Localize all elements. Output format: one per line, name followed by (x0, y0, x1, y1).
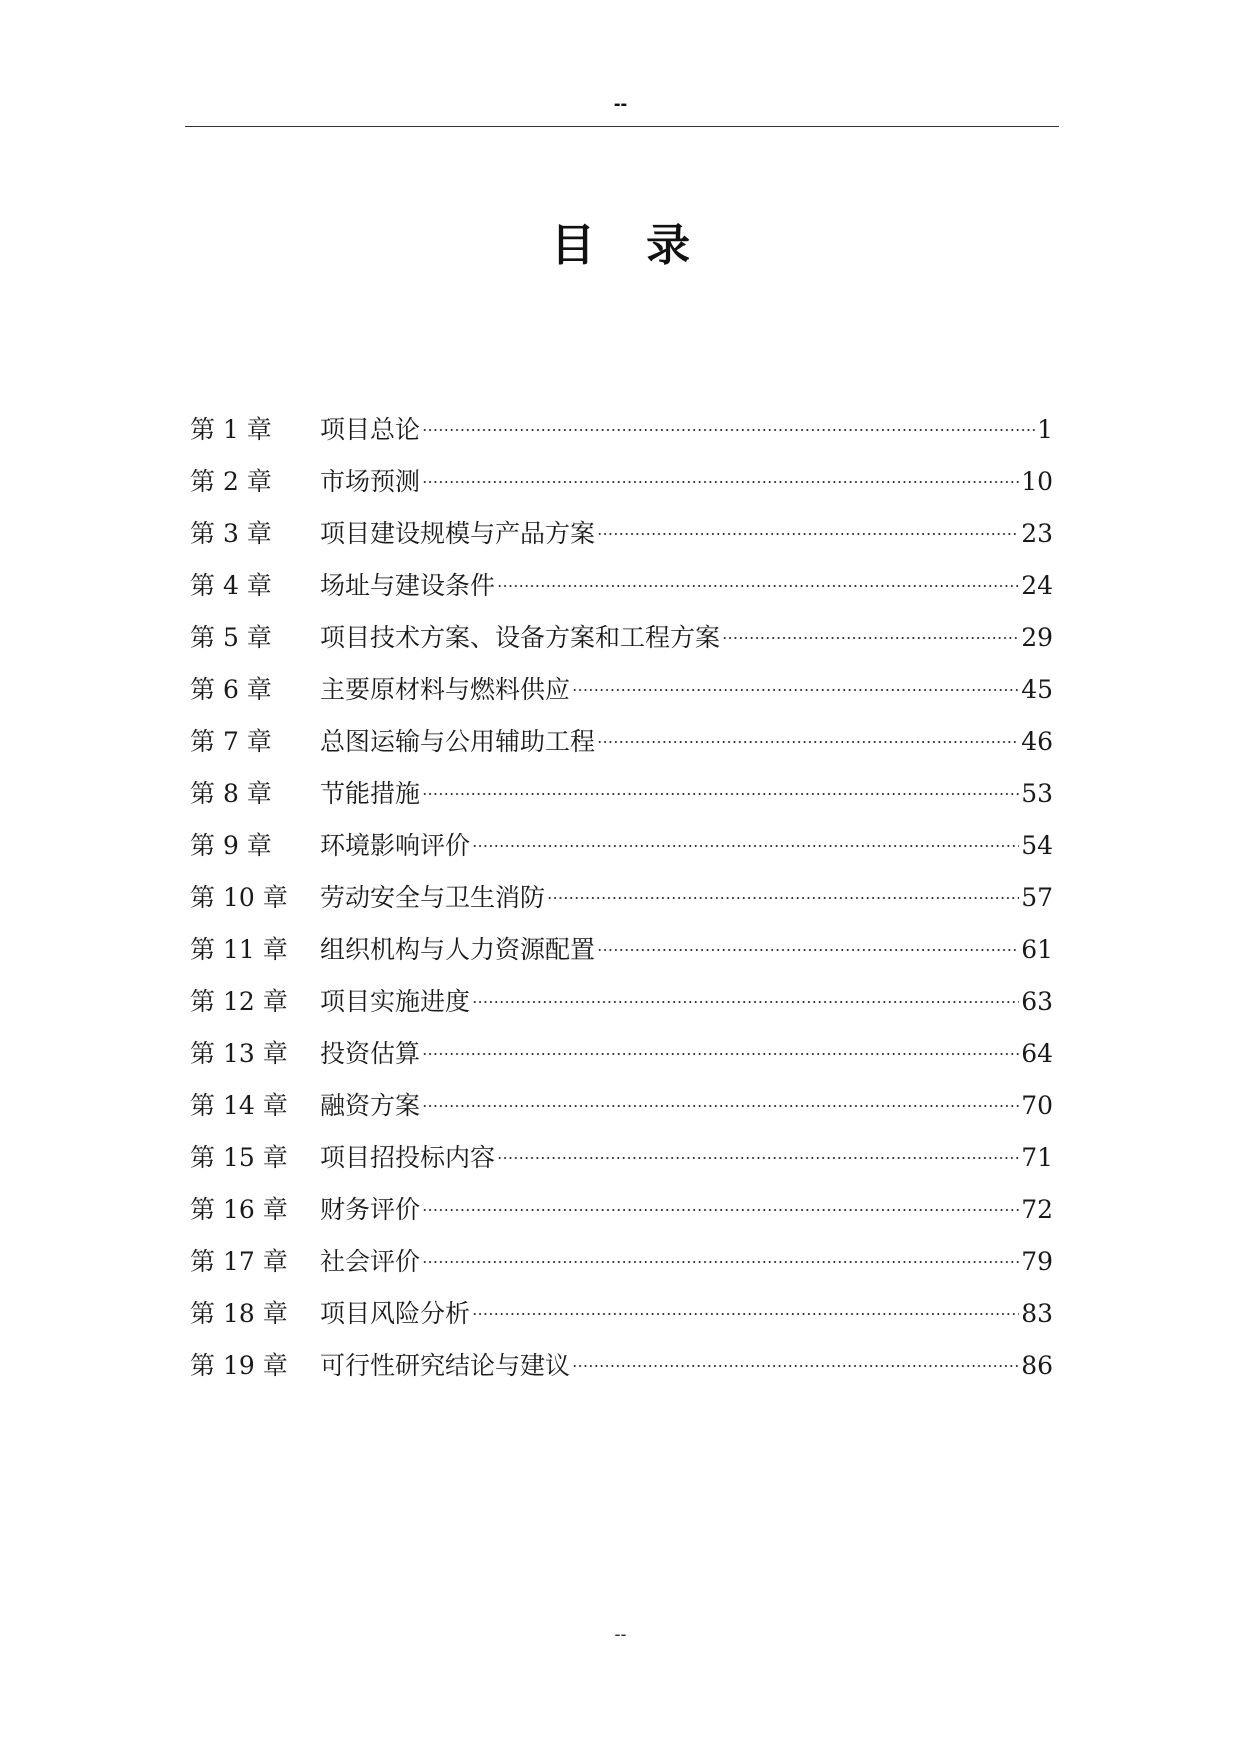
toc-chapter-title: 项目实施进度 (320, 987, 471, 1016)
toc-chapter-number: 第 15 章 (190, 1143, 288, 1172)
toc-chapter-number: 第 16 章 (190, 1195, 288, 1224)
toc-chapter-title: 节能措施 (320, 779, 421, 808)
toc-entry[interactable] (190, 1132, 1053, 1184)
toc-chapter-title: 总图运输与公用辅助工程 (320, 727, 596, 756)
toc-page-number: 79 (1021, 1247, 1053, 1276)
toc-entry[interactable] (190, 404, 1053, 456)
toc-page-number: 83 (1021, 1299, 1053, 1328)
toc-dot-leader (547, 896, 1019, 900)
toc-dot-leader (572, 1364, 1019, 1368)
toc-dot-leader (422, 480, 1019, 484)
page-footer-mark: -- (614, 1624, 627, 1644)
toc-page-number: 71 (1021, 1143, 1053, 1172)
toc-chapter-number: 第 8 章 (190, 779, 272, 808)
toc-entry[interactable] (190, 716, 1053, 768)
toc-entry[interactable] (190, 976, 1053, 1028)
toc-dot-leader (422, 1260, 1019, 1264)
table-of-contents (190, 404, 1053, 1392)
toc-chapter-title: 可行性研究结论与建议 (320, 1351, 571, 1380)
toc-dot-leader (722, 636, 1019, 640)
toc-chapter-title: 劳动安全与卫生消防 (320, 883, 546, 912)
toc-chapter-title: 项目招投标内容 (320, 1143, 496, 1172)
toc-dot-leader (597, 948, 1019, 952)
toc-entry[interactable] (190, 924, 1053, 976)
toc-dot-leader (422, 792, 1019, 796)
toc-dot-leader (422, 1052, 1019, 1056)
toc-chapter-number: 第 18 章 (190, 1299, 288, 1328)
toc-chapter-title: 社会评价 (320, 1247, 421, 1276)
toc-dot-leader (472, 1312, 1019, 1316)
toc-page-number: 10 (1021, 467, 1053, 496)
toc-page-number: 29 (1021, 623, 1053, 652)
toc-chapter-title: 市场预测 (320, 467, 421, 496)
toc-chapter-number: 第 6 章 (190, 675, 272, 704)
toc-page-number: 54 (1021, 831, 1053, 860)
toc-entry[interactable] (190, 1236, 1053, 1288)
toc-entry[interactable] (190, 1340, 1053, 1392)
toc-entry[interactable] (190, 456, 1053, 508)
toc-dot-leader (497, 1156, 1019, 1160)
toc-page-number: 86 (1021, 1351, 1053, 1380)
toc-chapter-title: 项目总论 (320, 415, 421, 444)
toc-dot-leader (572, 688, 1019, 692)
toc-dot-leader (597, 532, 1019, 536)
toc-page-number: 24 (1021, 571, 1053, 600)
toc-entry[interactable] (190, 612, 1053, 664)
toc-page-number: 63 (1021, 987, 1053, 1016)
toc-chapter-title: 财务评价 (320, 1195, 421, 1224)
toc-chapter-title: 项目技术方案、设备方案和工程方案 (320, 623, 721, 652)
toc-page-number: 23 (1021, 519, 1053, 548)
toc-dot-leader (497, 584, 1019, 588)
toc-entry[interactable] (190, 1028, 1053, 1080)
toc-page-number: 72 (1021, 1195, 1053, 1224)
toc-page-number: 61 (1021, 935, 1053, 964)
page-header-mark: -- (613, 93, 628, 115)
toc-chapter-title: 项目建设规模与产品方案 (320, 519, 596, 548)
toc-entry[interactable] (190, 872, 1053, 924)
toc-chapter-number: 第 11 章 (190, 935, 288, 964)
toc-dot-leader (472, 1000, 1019, 1004)
toc-page-number: 46 (1021, 727, 1053, 756)
toc-chapter-number: 第 2 章 (190, 467, 272, 496)
toc-page-number: 45 (1021, 675, 1053, 704)
toc-entry[interactable] (190, 560, 1053, 612)
toc-chapter-number: 第 12 章 (190, 987, 288, 1016)
toc-dot-leader (597, 740, 1019, 744)
toc-chapter-number: 第 4 章 (190, 571, 272, 600)
toc-dot-leader (472, 844, 1019, 848)
toc-page-number: 57 (1021, 883, 1053, 912)
toc-chapter-title: 场址与建设条件 (320, 571, 496, 600)
toc-page-number: 53 (1021, 779, 1053, 808)
toc-entry[interactable] (190, 768, 1053, 820)
toc-chapter-number: 第 1 章 (190, 415, 272, 444)
toc-chapter-number: 第 7 章 (190, 727, 272, 756)
toc-chapter-title: 融资方案 (320, 1091, 421, 1120)
toc-chapter-number: 第 9 章 (190, 831, 272, 860)
toc-chapter-number: 第 17 章 (190, 1247, 288, 1276)
toc-chapter-title: 投资估算 (320, 1039, 421, 1068)
header-divider (185, 126, 1059, 127)
toc-page-number: 1 (1037, 415, 1053, 444)
toc-dot-leader (422, 1208, 1019, 1212)
toc-dot-leader (422, 428, 1035, 432)
toc-chapter-number: 第 3 章 (190, 519, 272, 548)
toc-chapter-number: 第 5 章 (190, 623, 272, 652)
toc-chapter-number: 第 19 章 (190, 1351, 288, 1380)
toc-chapter-title: 组织机构与人力资源配置 (320, 935, 596, 964)
toc-entry[interactable] (190, 1184, 1053, 1236)
toc-entry[interactable] (190, 508, 1053, 560)
toc-chapter-number: 第 10 章 (190, 883, 288, 912)
toc-page-number: 70 (1021, 1091, 1053, 1120)
toc-entry[interactable] (190, 664, 1053, 716)
toc-chapter-number: 第 14 章 (190, 1091, 288, 1120)
toc-chapter-number: 第 13 章 (190, 1039, 288, 1068)
toc-chapter-title: 主要原材料与燃料供应 (320, 675, 571, 704)
toc-entry[interactable] (190, 820, 1053, 872)
toc-entry[interactable] (190, 1080, 1053, 1132)
toc-title: 目 录 (550, 220, 709, 271)
toc-page-number: 64 (1021, 1039, 1053, 1068)
toc-entry[interactable] (190, 1288, 1053, 1340)
toc-dot-leader (422, 1104, 1019, 1108)
toc-chapter-title: 项目风险分析 (320, 1299, 471, 1328)
toc-chapter-title: 环境影响评价 (320, 831, 471, 860)
